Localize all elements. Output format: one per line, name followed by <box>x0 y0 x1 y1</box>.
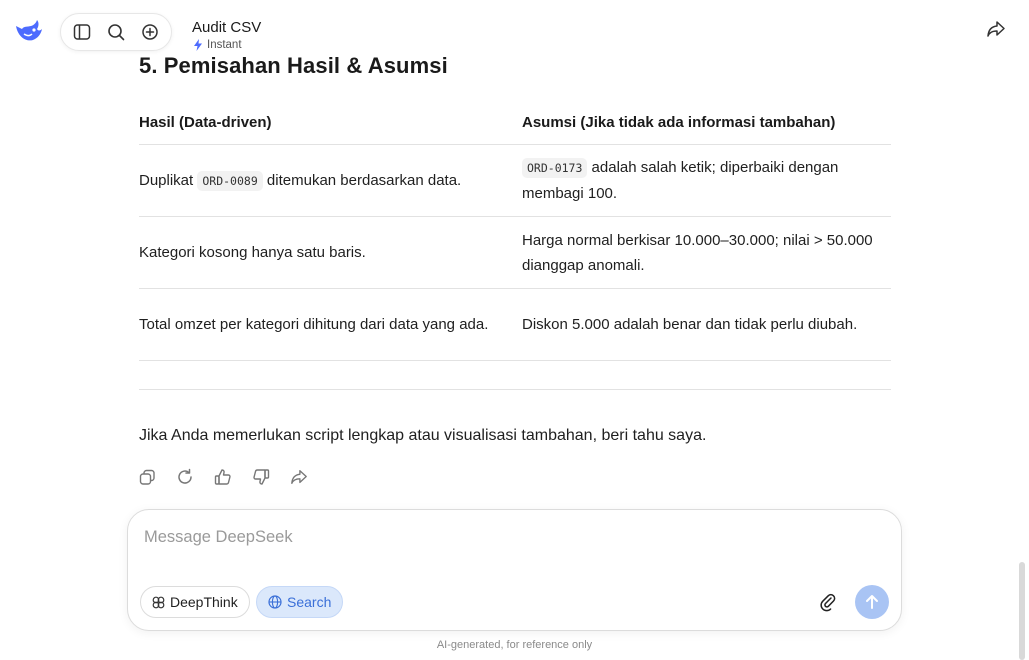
message-input[interactable]: Message DeepSeek <box>144 528 293 546</box>
table-header-cell: Asumsi (Jika tidak ada informasi tambahan) <box>522 114 836 131</box>
table-cell: Total omzet per kategori dihitung dari data yang ada. <box>139 316 489 333</box>
share-icon <box>986 19 1006 39</box>
sidebar-toggle-button[interactable] <box>68 18 96 46</box>
message-actions <box>138 467 308 487</box>
arrow-up-icon <box>864 594 880 610</box>
thumbs-up-icon <box>214 468 232 486</box>
divider <box>139 389 891 390</box>
table-row <box>139 145 891 217</box>
cell-text: Duplikat <box>139 171 198 189</box>
code-snippet: ORD-0173 <box>522 158 587 178</box>
table-header <box>139 104 891 145</box>
results-table <box>139 104 891 361</box>
table-cell: Diskon 5.000 adalah benar dan tidak perlu diubah. <box>522 316 858 333</box>
attach-button[interactable] <box>818 592 838 612</box>
header-toolbar <box>60 13 172 51</box>
closing-message: Jika Anda memerlukan script lengkap atau visualisasi tambahan, beri tahu saya. <box>139 427 707 444</box>
table-cell <box>522 155 891 206</box>
search-toggle[interactable] <box>256 586 343 618</box>
regenerate-button[interactable] <box>176 467 194 487</box>
search-button[interactable] <box>102 18 130 46</box>
search-label: Search <box>287 594 332 610</box>
table-cell <box>139 168 522 194</box>
regenerate-icon <box>176 468 194 486</box>
deepseek-logo[interactable] <box>14 17 44 45</box>
new-chat-icon <box>141 23 159 41</box>
search-icon <box>107 23 125 41</box>
copy-button[interactable] <box>138 467 156 487</box>
share-icon <box>290 468 308 486</box>
cell-text: ditemukan berdasarkan data. <box>262 171 462 189</box>
copy-icon <box>139 469 156 486</box>
attach-icon <box>818 592 838 612</box>
table-cell: Kategori kosong hanya satu baris. <box>139 244 366 261</box>
chat-title: Audit CSV <box>192 19 262 36</box>
share-message-button[interactable] <box>290 467 308 487</box>
code-snippet: ORD-0089 <box>197 171 262 191</box>
globe-icon <box>268 595 282 609</box>
table-row <box>139 217 891 289</box>
deepthink-icon <box>152 596 165 609</box>
scrollbar[interactable] <box>1019 562 1025 660</box>
bolt-icon <box>193 39 203 51</box>
like-button[interactable] <box>214 467 232 487</box>
dislike-button[interactable] <box>252 467 270 487</box>
deepthink-toggle[interactable] <box>140 586 250 618</box>
disclaimer: AI-generated, for reference only <box>436 639 593 651</box>
new-chat-button[interactable] <box>136 18 164 46</box>
send-button[interactable] <box>855 585 889 619</box>
section-heading: 5. Pemisahan Hasil & Asumsi <box>139 53 448 78</box>
sidebar-icon <box>73 23 91 41</box>
table-cell: Harga normal berkisar 10.000–30.000; nilai > 50.000 dianggap anomali. <box>522 231 873 274</box>
mode-indicator <box>193 39 242 51</box>
thumbs-down-icon <box>252 468 270 486</box>
table-header-cell: Hasil (Data-driven) <box>139 114 272 131</box>
table-row <box>139 289 891 361</box>
cell-text: adalah salah ketik; diperbaiki dengan membagi 100. <box>522 159 839 202</box>
share-button[interactable] <box>986 19 1008 41</box>
mode-label: Instant <box>207 39 242 51</box>
deepthink-label: DeepThink <box>170 594 238 610</box>
